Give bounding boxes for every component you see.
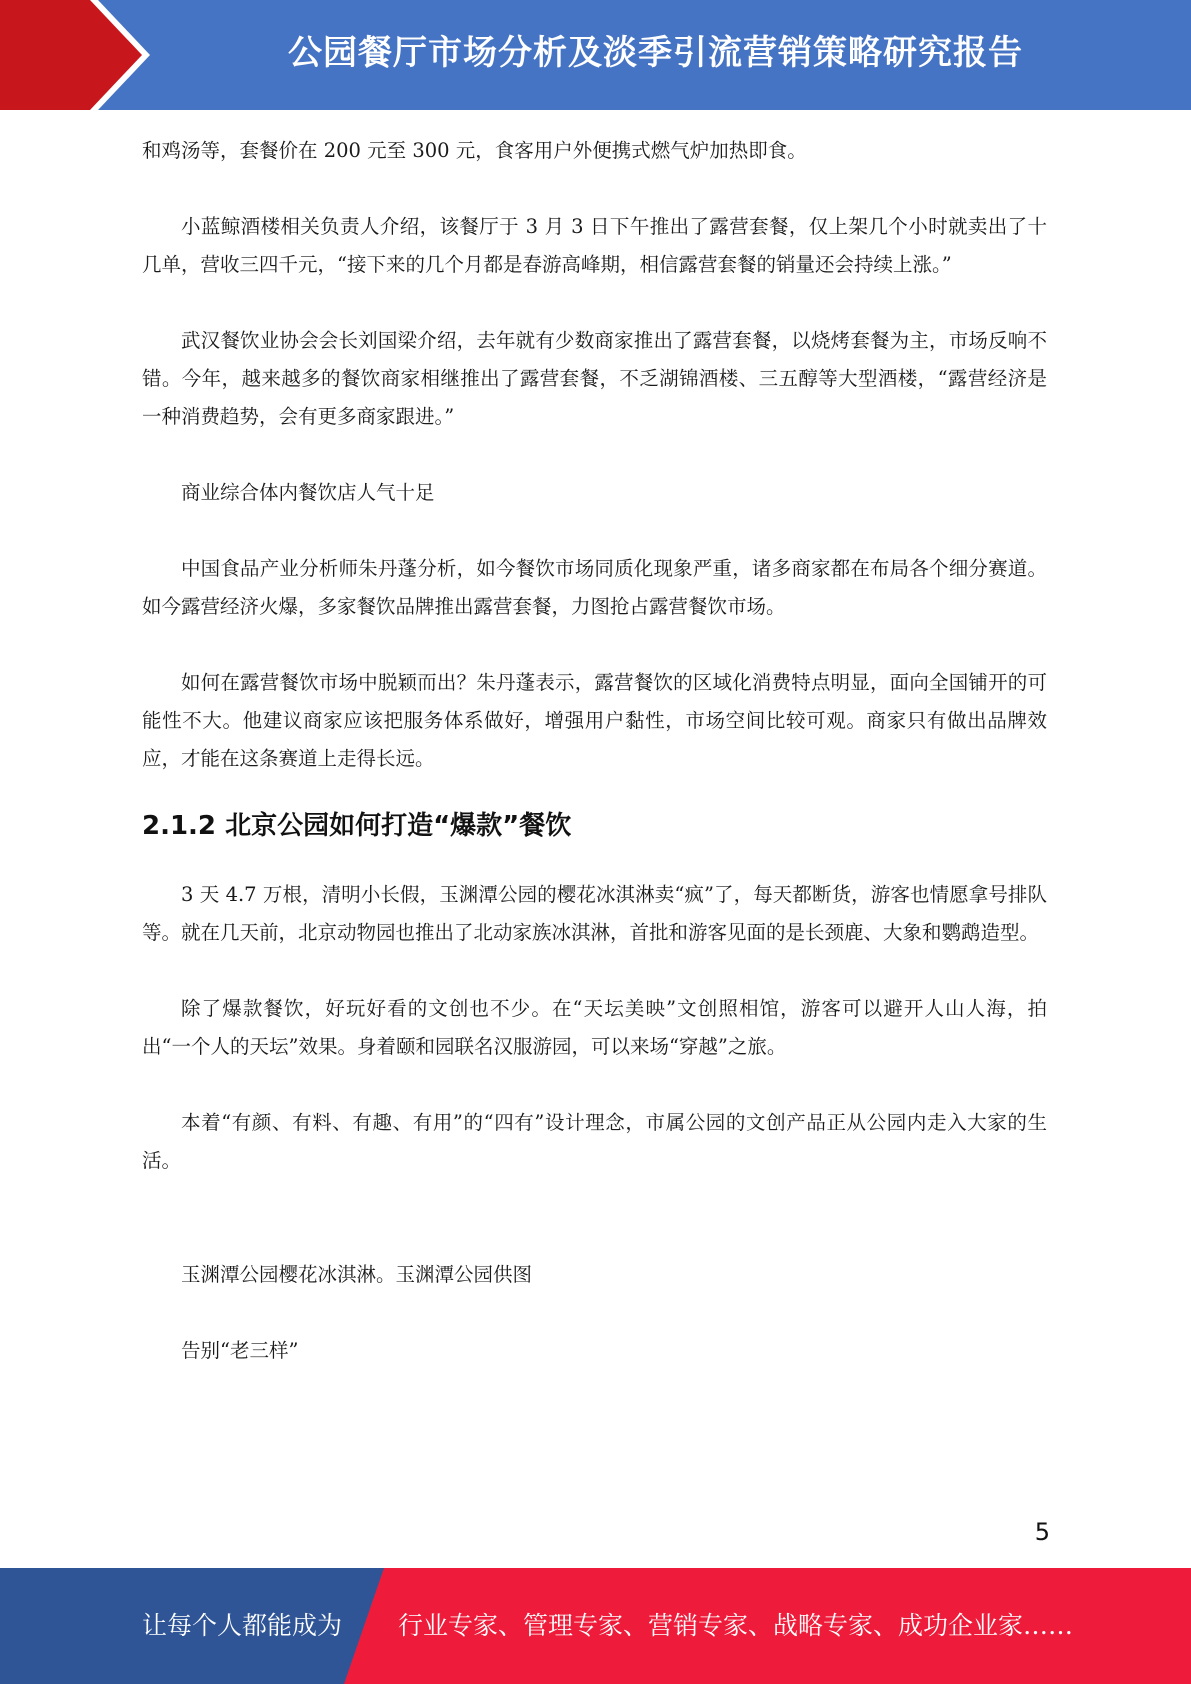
paragraph: 除了爆款餐饮，好玩好看的文创也不少。在“天坛美映”文创照相馆，游客可以避开人山人海，拍出“一个人的天坛”效果。身着颐和园联名汉服游园，可以来场“穿越”之旅。 <box>142 997 1047 1058</box>
paragraph: 本着“有颜、有料、有趣、有用”的“四有”设计理念，市属公园的文创产品正从公园内走入大家的生活。 <box>142 1111 1047 1172</box>
section-heading: 2.1.2 北京公园如何打造“爆款”餐饮 <box>142 811 572 841</box>
header-arrow-red <box>0 0 142 110</box>
page-footer <box>0 1568 1191 1684</box>
paragraph: 中国食品产业分析师朱丹蓬分析，如今餐饮市场同质化现象严重，诸多商家都在布局各个细分赛道。如今露营经济火爆，多家餐饮品牌推出露营套餐，力图抢占露营餐饮市场。 <box>142 557 1047 618</box>
report-title: 公园餐厅市场分析及淡季引流营销策略研究报告 <box>288 33 1023 73</box>
footer-slogan-left: 让每个人都能成为 <box>142 1611 343 1640</box>
paragraph: 如何在露营餐饮市场中脱颖而出？朱丹蓬表示，露营餐饮的区域化消费特点明显，面向全国铺开的可能性不大。他建议商家应该把服务体系做好，增强用户黏性，市场空间比较可观。商家只有做出品牌效应，才能在这条赛道上走得长远。 <box>142 671 1047 770</box>
page-number: 5 <box>1034 1518 1050 1546</box>
document-body <box>142 132 1047 1370</box>
paragraph: 武汉餐饮业协会会长刘国梁介绍，去年就有少数商家推出了露营套餐，以烧烤套餐为主，市场反响不错。今年，越来越多的餐饮商家相继推出了露营套餐，不乏湖锦酒楼、三五醇等大型酒楼，“露营经济是一种消费趋势，会有更多商家跟进。” <box>142 329 1047 428</box>
page-header <box>0 0 1191 110</box>
footer-slogan-right: 行业专家、管理专家、营销专家、战略专家、成功企业家…… <box>398 1611 1074 1640</box>
subheading-paragraph: 商业综合体内餐饮店人气十足 <box>181 481 435 504</box>
subheading-paragraph: 告别“老三样” <box>181 1339 299 1362</box>
image-caption: 玉渊潭公园樱花冰淇淋。玉渊潭公园供图 <box>181 1263 533 1286</box>
paragraph: 和鸡汤等，套餐价在 200 元至 300 元，食客用户外便携式燃气炉加热即食。 <box>142 139 807 162</box>
paragraph: 3 天 4.7 万根，清明小长假，玉渊潭公园的樱花冰淇淋卖“疯”了，每天都断货，游客也情愿拿号排队等。就在几天前，北京动物园也推出了北动家族冰淇淋，首批和游客见面的是长颈鹿、大象和鹦鹉造型。 <box>142 883 1047 944</box>
paragraph: 小蓝鲸酒楼相关负责人介绍，该餐厅于 3 月 3 日下午推出了露营套餐，仅上架几个小时就卖出了十几单，营收三四千元，“接下来的几个月都是春游高峰期，相信露营套餐的销量还会持续上涨。” <box>142 215 1047 276</box>
